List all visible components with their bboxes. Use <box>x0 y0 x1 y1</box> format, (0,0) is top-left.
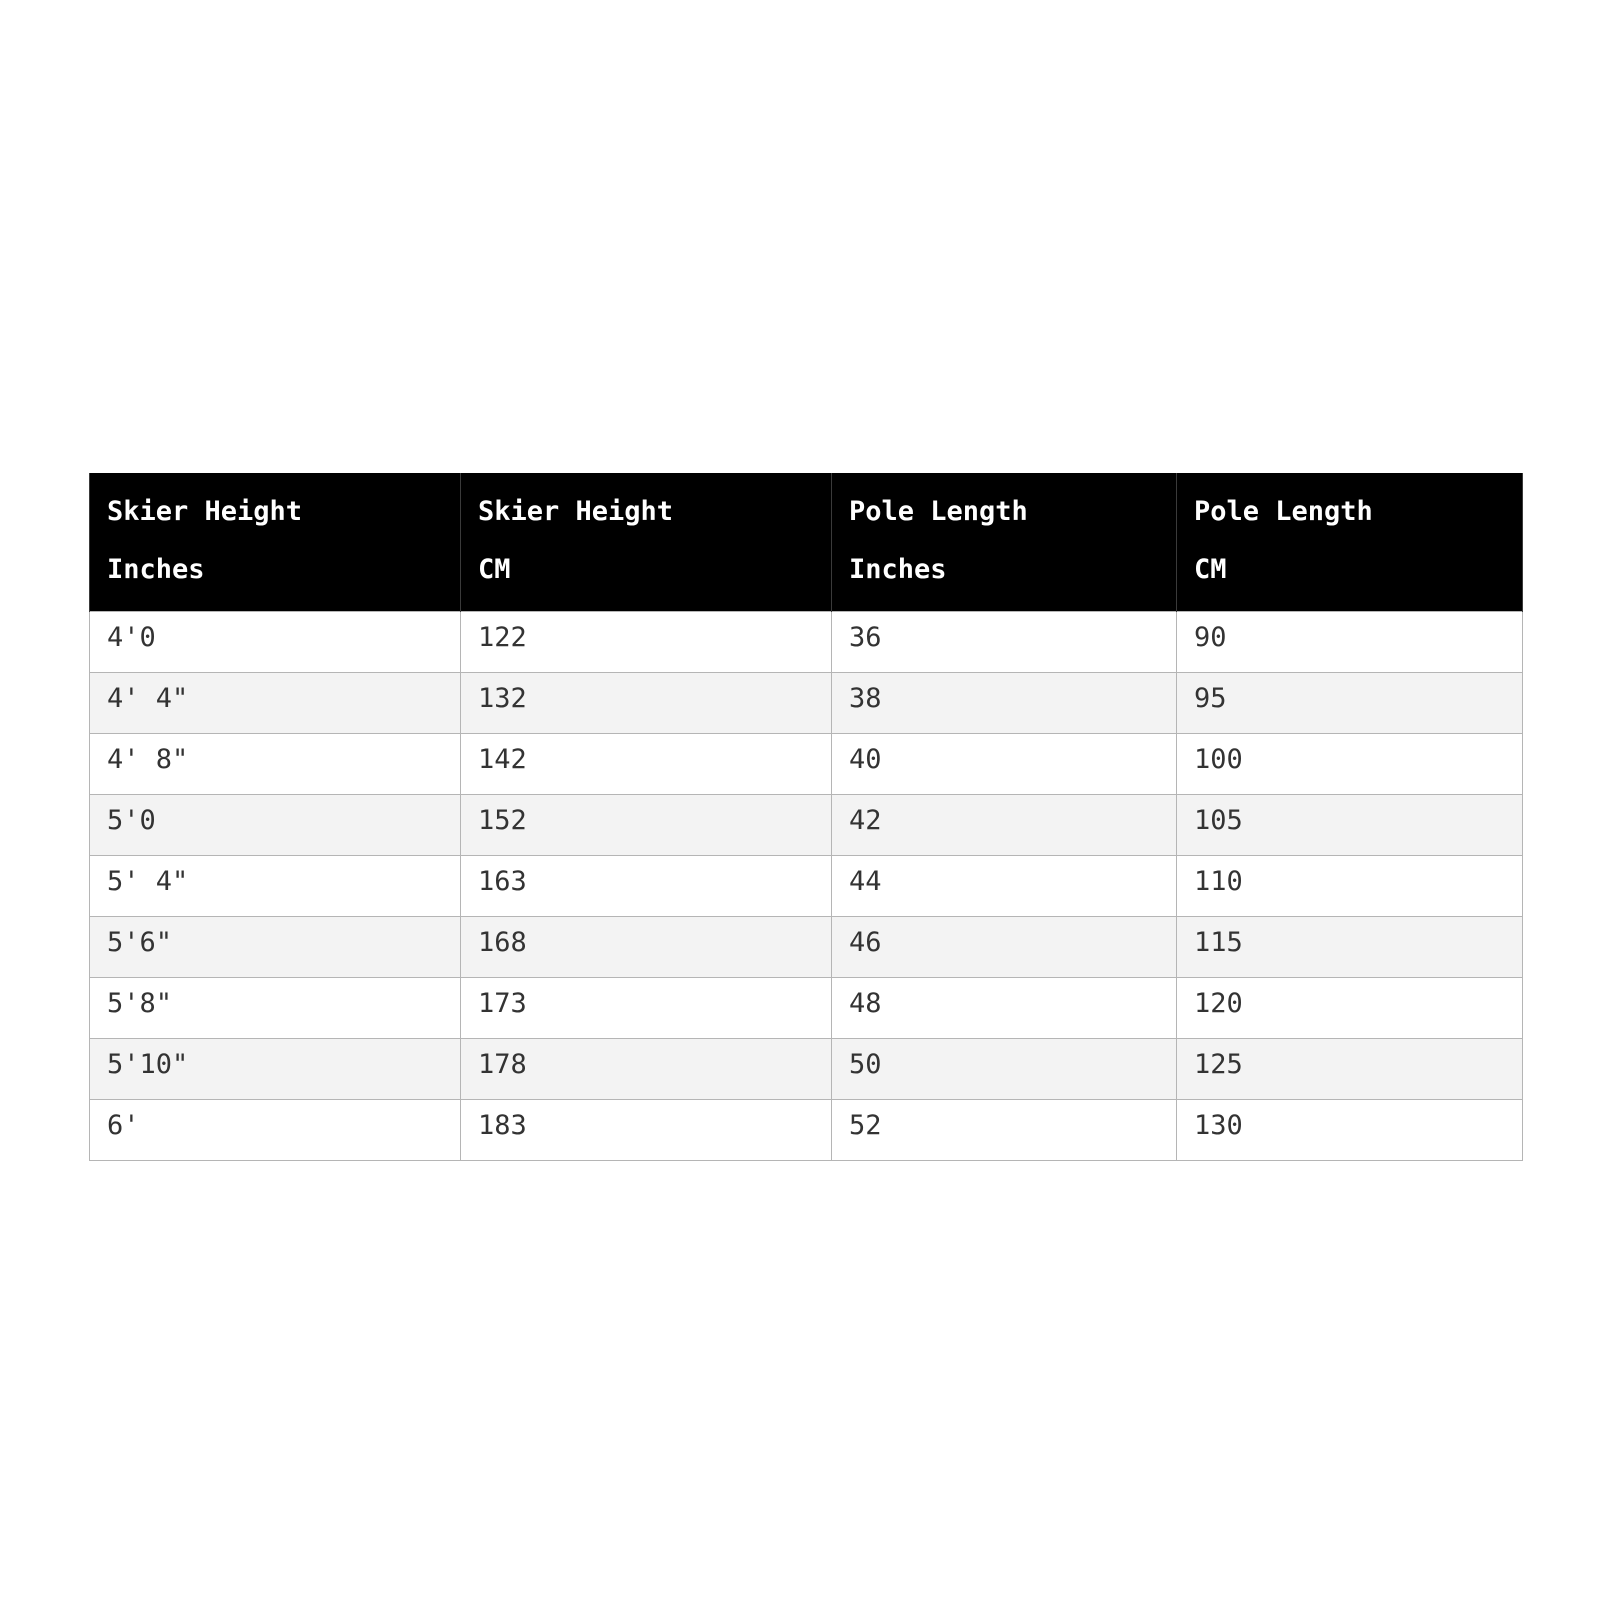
cell-skier-height-cm: 163 <box>461 856 832 917</box>
header-line1: Skier Height <box>107 496 303 527</box>
cell-pole-length-cm: 95 <box>1177 673 1523 734</box>
cell-skier-height-inches: 6' <box>90 1100 461 1161</box>
header-line2: Inches <box>849 554 947 585</box>
cell-pole-length-cm: 120 <box>1177 978 1523 1039</box>
cell-pole-length-cm: 90 <box>1177 612 1523 673</box>
table-row <box>90 856 1523 917</box>
header-line2: Inches <box>107 554 205 585</box>
cell-skier-height-inches: 4' 8" <box>90 734 461 795</box>
cell-skier-height-inches: 5' 4" <box>90 856 461 917</box>
cell-skier-height-cm: 183 <box>461 1100 832 1161</box>
cell-skier-height-inches: 5'10" <box>90 1039 461 1100</box>
cell-skier-height-inches: 4'0 <box>90 612 461 673</box>
size-chart-table <box>89 473 1523 1161</box>
table-row <box>90 673 1523 734</box>
header-skier-height-cm <box>461 473 832 612</box>
header-line1: Pole Length <box>849 496 1028 527</box>
cell-pole-length-inches: 36 <box>832 612 1177 673</box>
header-pole-length-inches <box>832 473 1177 612</box>
table-row <box>90 734 1523 795</box>
header-line1: Skier Height <box>478 496 674 527</box>
cell-pole-length-inches: 38 <box>832 673 1177 734</box>
header-line2: CM <box>1194 554 1227 585</box>
table-row <box>90 917 1523 978</box>
table-row <box>90 1100 1523 1161</box>
cell-skier-height-cm: 142 <box>461 734 832 795</box>
header-line1: Pole Length <box>1194 496 1373 527</box>
cell-skier-height-cm: 152 <box>461 795 832 856</box>
cell-pole-length-cm: 110 <box>1177 856 1523 917</box>
table-row <box>90 978 1523 1039</box>
cell-pole-length-cm: 130 <box>1177 1100 1523 1161</box>
cell-pole-length-inches: 40 <box>832 734 1177 795</box>
cell-pole-length-inches: 42 <box>832 795 1177 856</box>
size-chart-table-container <box>89 473 1522 1161</box>
cell-skier-height-cm: 122 <box>461 612 832 673</box>
cell-skier-height-inches: 5'0 <box>90 795 461 856</box>
header-skier-height-inches <box>90 473 461 612</box>
cell-pole-length-inches: 46 <box>832 917 1177 978</box>
cell-pole-length-cm: 100 <box>1177 734 1523 795</box>
cell-skier-height-inches: 5'6" <box>90 917 461 978</box>
cell-skier-height-cm: 168 <box>461 917 832 978</box>
table-row <box>90 795 1523 856</box>
cell-pole-length-inches: 48 <box>832 978 1177 1039</box>
table-header <box>90 473 1523 612</box>
table-row <box>90 612 1523 673</box>
cell-pole-length-inches: 52 <box>832 1100 1177 1161</box>
header-pole-length-cm <box>1177 473 1523 612</box>
cell-skier-height-cm: 173 <box>461 978 832 1039</box>
cell-skier-height-inches: 5'8" <box>90 978 461 1039</box>
header-row <box>90 473 1523 612</box>
cell-pole-length-cm: 105 <box>1177 795 1523 856</box>
cell-skier-height-inches: 4' 4" <box>90 673 461 734</box>
cell-skier-height-cm: 132 <box>461 673 832 734</box>
cell-pole-length-inches: 50 <box>832 1039 1177 1100</box>
cell-pole-length-cm: 115 <box>1177 917 1523 978</box>
cell-pole-length-cm: 125 <box>1177 1039 1523 1100</box>
cell-skier-height-cm: 178 <box>461 1039 832 1100</box>
table-body <box>90 612 1523 1161</box>
header-line2: CM <box>478 554 511 585</box>
table-row <box>90 1039 1523 1100</box>
cell-pole-length-inches: 44 <box>832 856 1177 917</box>
